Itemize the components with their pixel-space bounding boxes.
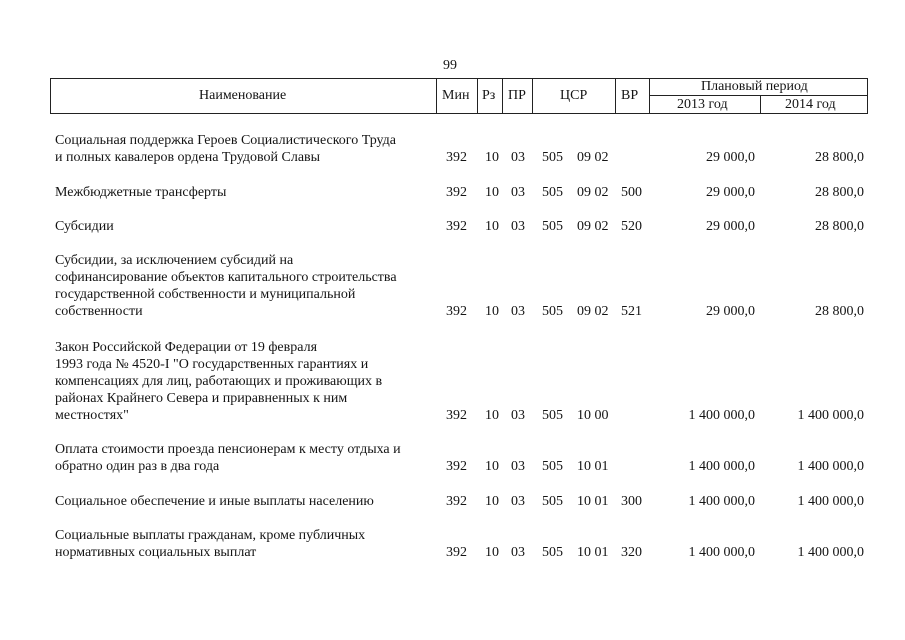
header-plan-period: Плановый период xyxy=(701,79,808,94)
vr-cell: 521 xyxy=(621,304,642,319)
pr-cell: 03 xyxy=(511,185,525,200)
value-2014-cell: 1 400 000,0 xyxy=(797,494,864,509)
vr-cell: 320 xyxy=(621,545,642,560)
pr-cell: 03 xyxy=(511,459,525,474)
csr-cell: 505 xyxy=(542,304,563,319)
value-2013-cell: 1 400 000,0 xyxy=(688,408,755,423)
rz-cell: 10 xyxy=(485,150,499,165)
csr-sub-cell: 09 02 xyxy=(577,304,609,319)
csr-sub-cell: 09 02 xyxy=(577,185,609,200)
rz-cell: 10 xyxy=(485,408,499,423)
vr-cell: 500 xyxy=(621,185,642,200)
row-name-line: государственной собственности и муниципальной xyxy=(55,287,356,302)
csr-cell: 505 xyxy=(542,408,563,423)
value-2014-cell: 1 400 000,0 xyxy=(797,408,864,423)
pr-cell: 03 xyxy=(511,408,525,423)
row-name-line: Социальное обеспечение и иные выплаты населению xyxy=(55,494,374,509)
min-cell: 392 xyxy=(446,219,467,234)
csr-cell: 505 xyxy=(542,494,563,509)
csr-cell: 505 xyxy=(542,459,563,474)
page-number: 99 xyxy=(443,58,457,73)
header-min: Мин xyxy=(442,88,470,103)
header-vr: ВР xyxy=(621,88,639,103)
rz-cell: 10 xyxy=(485,545,499,560)
row-name-line: и полных кавалеров ордена Трудовой Славы xyxy=(55,150,321,165)
header-year-2013: 2013 год xyxy=(677,97,728,112)
row-name-line: компенсациях для лиц, работающих и проживающих в xyxy=(55,374,383,389)
row-name xyxy=(55,527,440,561)
rz-cell: 10 xyxy=(485,304,499,319)
pr-cell: 03 xyxy=(511,219,525,234)
value-2014-cell: 28 800,0 xyxy=(815,185,864,200)
min-cell: 392 xyxy=(446,494,467,509)
row-name-line: нормативных социальных выплат xyxy=(55,545,257,560)
csr-sub-cell: 09 02 xyxy=(577,219,609,234)
value-2013-cell: 29 000,0 xyxy=(706,150,755,165)
row-name-line: Закон Российской Федерации от 19 февраля xyxy=(55,340,318,355)
value-2013-cell: 29 000,0 xyxy=(706,219,755,234)
value-2013-cell: 1 400 000,0 xyxy=(688,494,755,509)
value-2013-cell: 29 000,0 xyxy=(706,185,755,200)
csr-sub-cell: 10 01 xyxy=(577,545,609,560)
csr-sub-cell: 09 02 xyxy=(577,150,609,165)
min-cell: 392 xyxy=(446,185,467,200)
header-name: Наименование xyxy=(199,88,287,103)
row-name-line: Межбюджетные трансферты xyxy=(55,185,227,200)
pr-cell: 03 xyxy=(511,545,525,560)
row-name-line: Социальные выплаты гражданам, кроме публичных xyxy=(55,528,366,543)
min-cell: 392 xyxy=(446,408,467,423)
row-name-line: собственности xyxy=(55,304,143,319)
vr-cell: 300 xyxy=(621,494,642,509)
value-2014-cell: 28 800,0 xyxy=(815,150,864,165)
csr-sub-cell: 10 01 xyxy=(577,459,609,474)
header-pr: ПР xyxy=(508,88,526,103)
csr-cell: 505 xyxy=(542,150,563,165)
value-2013-cell: 29 000,0 xyxy=(706,304,755,319)
row-name-line: софинансирование объектов капитального строительства xyxy=(55,270,397,285)
row-name-line: Субсидии xyxy=(55,219,114,234)
csr-cell: 505 xyxy=(542,219,563,234)
csr-sub-cell: 10 00 xyxy=(577,408,609,423)
value-2013-cell: 1 400 000,0 xyxy=(688,545,755,560)
min-cell: 392 xyxy=(446,304,467,319)
csr-cell: 505 xyxy=(542,545,563,560)
row-name-line: 1993 года № 4520-I "О государственных гарантиях и xyxy=(55,357,369,372)
row-name-line: Субсидии, за исключением субсидий на xyxy=(55,253,294,268)
pr-cell: 03 xyxy=(511,150,525,165)
value-2014-cell: 28 800,0 xyxy=(815,304,864,319)
value-2013-cell: 1 400 000,0 xyxy=(688,459,755,474)
rz-cell: 10 xyxy=(485,459,499,474)
row-name-line: районах Крайнего Севера и приравненных к ним xyxy=(55,391,348,406)
value-2014-cell: 28 800,0 xyxy=(815,219,864,234)
value-2014-cell: 1 400 000,0 xyxy=(797,459,864,474)
row-name-line: Оплата стоимости проезда пенсионерам к месту отдыха и xyxy=(55,442,401,457)
vr-cell: 520 xyxy=(621,219,642,234)
row-name-line: местностях" xyxy=(55,408,129,423)
min-cell: 392 xyxy=(446,459,467,474)
rz-cell: 10 xyxy=(485,219,499,234)
csr-sub-cell: 10 01 xyxy=(577,494,609,509)
rz-cell: 10 xyxy=(485,185,499,200)
csr-cell: 505 xyxy=(542,185,563,200)
value-2014-cell: 1 400 000,0 xyxy=(797,545,864,560)
header-csr: ЦСР xyxy=(560,88,588,103)
pr-cell: 03 xyxy=(511,494,525,509)
pr-cell: 03 xyxy=(511,304,525,319)
rz-cell: 10 xyxy=(485,494,499,509)
header-rz: Рз xyxy=(482,88,496,103)
row-name-line: Социальная поддержка Героев Социалистического Труда xyxy=(55,133,396,148)
row-name-line: обратно один раз в два года xyxy=(55,459,220,474)
min-cell: 392 xyxy=(446,545,467,560)
min-cell: 392 xyxy=(446,150,467,165)
header-year-2014: 2014 год xyxy=(785,97,836,112)
